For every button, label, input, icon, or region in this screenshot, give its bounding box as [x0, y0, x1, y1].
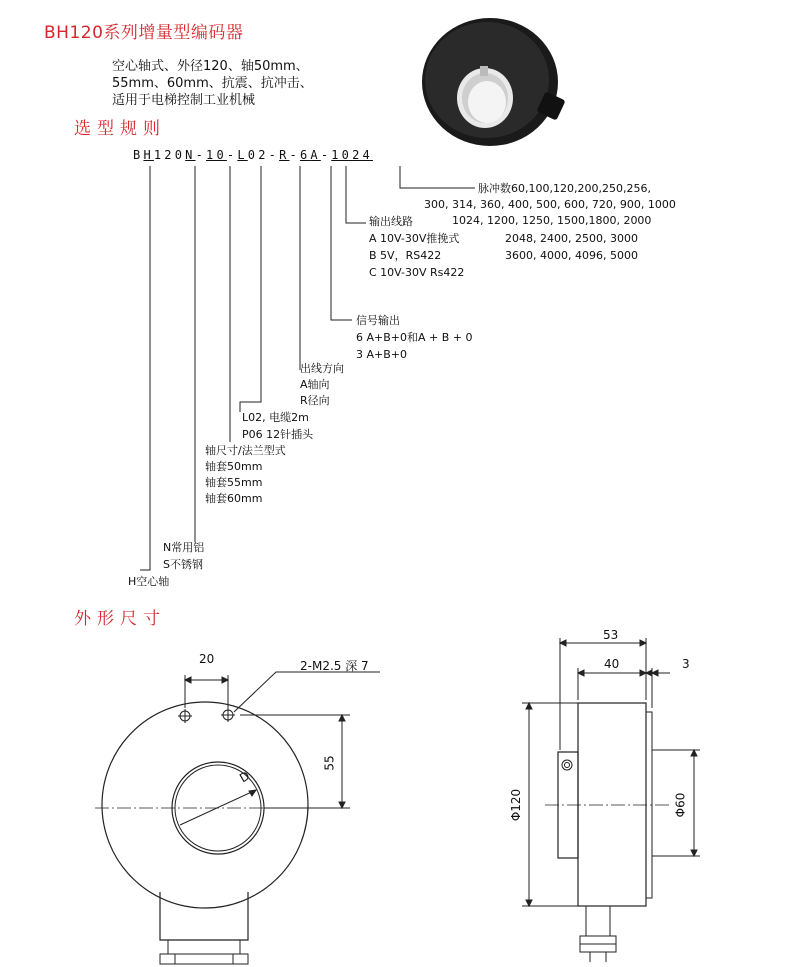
front-height-label: 55	[322, 755, 337, 771]
side-total-label: 53	[603, 628, 619, 642]
shaft-50: 轴套50mm	[205, 460, 263, 473]
code-sep: -	[289, 148, 300, 162]
type-h: H空心轴	[128, 575, 170, 588]
side-flange-label: 3	[682, 657, 690, 671]
front-width-label: 20	[199, 652, 215, 666]
signal-title: 信号输出	[356, 314, 400, 327]
intro-line-1: 空心轴式、外径120、轴50mm、	[112, 59, 309, 74]
code-1024: 1024	[331, 148, 373, 162]
signal-6: 6 A+B+0和A + B + 0	[356, 331, 473, 344]
code-sep: -	[195, 148, 207, 162]
direction-title: 出线方向	[300, 362, 344, 375]
code-120: 120	[153, 148, 186, 162]
product-title: BH120系列增量型编码器	[44, 23, 244, 43]
code-b: B	[133, 148, 144, 162]
output-circuit-b: B 5V，RS422	[369, 249, 442, 262]
material-s: S不锈钢	[163, 558, 203, 571]
dimensions-heading: 外形尺寸	[74, 609, 166, 629]
code-a: A	[310, 148, 321, 162]
direction-r: R径向	[300, 394, 330, 407]
signal-3: 3 A+B+0	[356, 348, 407, 361]
code-sep: -	[226, 148, 238, 162]
thread-label: 2-M2.5 深 7	[300, 659, 369, 673]
bore-label: D	[237, 768, 253, 786]
code-n: N	[185, 148, 196, 162]
pulse-line-2: 1024, 1200, 1250, 1500,1800, 2000	[452, 214, 652, 227]
pulse-title: 脉冲数60,100,120,200,250,256,	[478, 182, 651, 195]
intro-line-2: 55mm、60mm、抗震、抗冲击、	[112, 76, 313, 91]
inner-diameter-label: Φ60	[673, 792, 688, 818]
code-sep: -	[320, 148, 332, 162]
model-code	[133, 148, 373, 162]
cable-l02: L02, 电缆2m	[242, 411, 309, 424]
output-circuit-a: A 10V-30V推挽式	[369, 232, 460, 245]
selection-heading: 选型规则	[74, 119, 166, 139]
direction-a: A轴向	[300, 378, 330, 391]
code-l: L	[237, 148, 248, 162]
pulse-line-3: 2048, 2400, 2500, 3000	[505, 232, 638, 245]
code-02: 02	[247, 148, 269, 162]
code-6: 6	[299, 148, 311, 162]
shaft-title: 轴尺寸/法兰型式	[205, 444, 286, 457]
side-body-label: 40	[604, 657, 620, 671]
output-circuit-c: C 10V-30V Rs422	[369, 266, 465, 279]
cable-p06: P06 12针插头	[242, 428, 314, 441]
output-circuit-title: 输出线路	[369, 215, 413, 228]
pulse-line-1: 300, 314, 360, 400, 500, 600, 720, 900, 1000	[424, 198, 676, 211]
outer-diameter-label: Φ120	[509, 788, 524, 822]
pulse-line-4: 3600, 4000, 4096, 5000	[505, 249, 638, 262]
shaft-60: 轴套60mm	[205, 492, 263, 505]
code-10: 10	[206, 148, 227, 162]
material-n: N常用铝	[163, 541, 205, 554]
code-r: R	[279, 148, 290, 162]
shaft-55: 轴套55mm	[205, 476, 263, 489]
front-view-drawing	[95, 672, 380, 964]
code-sep: -	[268, 148, 280, 162]
code-h: H	[143, 148, 154, 162]
product-photo	[422, 18, 566, 146]
intro-line-3: 适用于电梯控制工业机械	[112, 93, 256, 108]
